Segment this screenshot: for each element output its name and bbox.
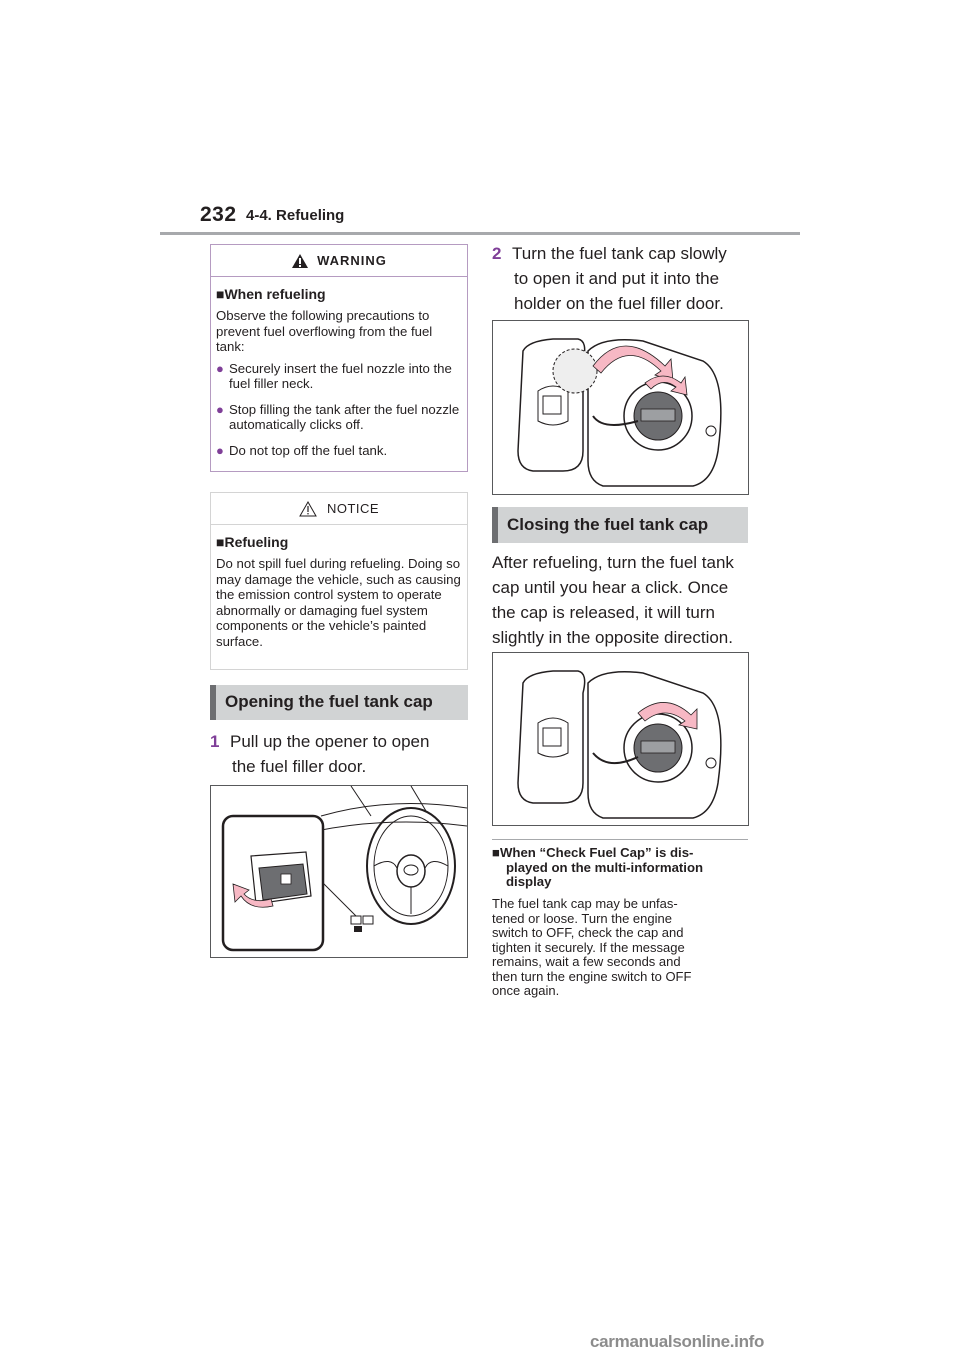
warning-bullet: ● Stop filling the tank after the fuel nozzle automatically clicks off. bbox=[216, 401, 460, 432]
fuel-door-opener-illustration bbox=[210, 785, 468, 958]
notice-subheading: ■Refueling bbox=[216, 534, 289, 550]
warning-bullet: ● Securely insert the fuel nozzle into the fuel filler neck. bbox=[216, 360, 452, 391]
notice-header bbox=[211, 493, 467, 525]
step-1: 1 Pull up the opener to open the fuel filler door. bbox=[210, 732, 430, 776]
warning-box bbox=[210, 244, 468, 472]
closing-heading: Closing the fuel tank cap bbox=[492, 507, 748, 543]
close-cap-illustration bbox=[492, 652, 749, 826]
note-rule bbox=[492, 839, 748, 840]
opening-heading: Opening the fuel tank cap bbox=[210, 685, 468, 720]
watermark: carmanualsonline.info bbox=[590, 1332, 765, 1351]
warning-header bbox=[211, 245, 467, 277]
header-rule bbox=[160, 232, 800, 235]
warning-icon bbox=[291, 253, 309, 269]
warning-subheading: ■When refueling bbox=[216, 286, 326, 302]
note-body: The fuel tank cap may be unfas- tened or loose. Turn the engine switch to OFF, check the cap and tighten it securely. If the message remains, wait a few seconds and then turn the engine switch to OFF once again. bbox=[492, 896, 692, 998]
warning-bullet: ● Do not top off the fuel tank. bbox=[216, 442, 388, 458]
page-number: 232 bbox=[200, 203, 237, 226]
open-cap-illustration bbox=[492, 320, 749, 495]
closing-instructions: After refueling, turn the fuel tank cap until you hear a click. Once the cap is released, it will turn slightly in the opposite direction. bbox=[492, 553, 734, 647]
notice-title: NOTICE bbox=[326, 501, 380, 516]
notice-box bbox=[210, 492, 468, 670]
notice-body: Do not spill fuel during refueling. Doing so may damage the vehicle, such as causing the emission control system to operate abnormally or damaging fuel system components or the vehicle’s painted surface. bbox=[216, 556, 461, 649]
warning-title: WARNING bbox=[317, 253, 387, 268]
caution-icon bbox=[299, 501, 317, 517]
warning-intro: Observe the following precautions to prevent fuel overflowing from the fuel tank: bbox=[216, 308, 433, 354]
step-2: 2 Turn the fuel tank cap slowly to open it and put it into the holder on the fuel filler door. bbox=[492, 244, 727, 313]
section-title: 4-4. Refueling bbox=[246, 207, 345, 224]
note-heading: ■When “Check Fuel Cap” is dis- played on the multi-information display bbox=[492, 845, 704, 889]
